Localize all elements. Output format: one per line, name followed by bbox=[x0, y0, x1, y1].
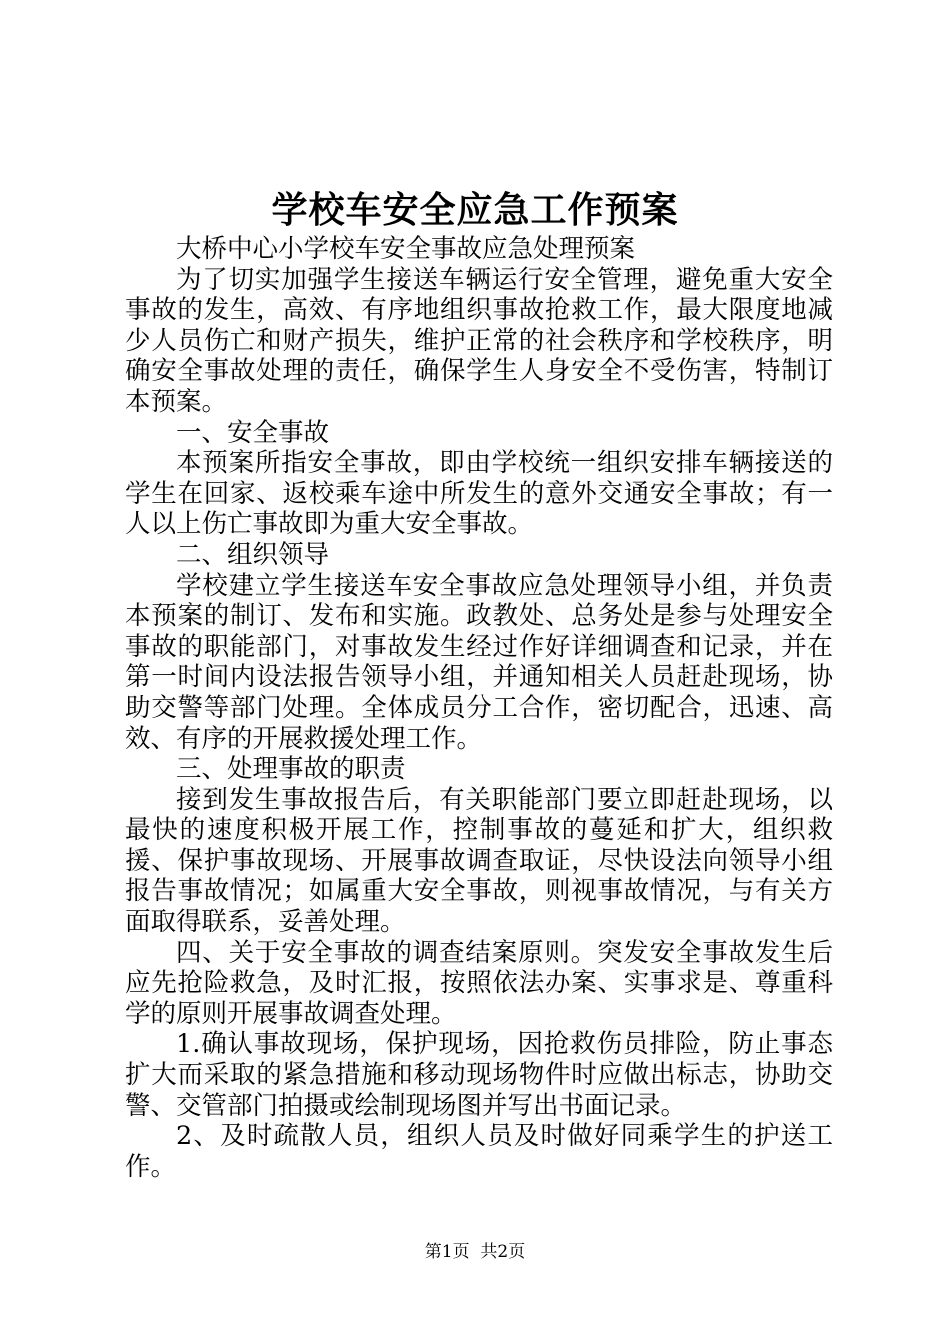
document-body bbox=[125, 234, 833, 1182]
paragraph-section-3: 接到发生事故报告后，有关职能部门要立即赶赴现场，以最快的速度积极开展工作，控制事故的蔓延和扩大，组织救援、保护事故现场、开展事故调查取证，尽快设法向领导小组报告事故情况；如属重大安全事故，则视事故情况，与有关方面取得联系，妥善处理。 bbox=[125, 784, 833, 938]
paragraph-section-4: 四、关于安全事故的调查结案原则。突发安全事故发生后应先抢险救急，及时汇报，按照依法办案、实事求是、尊重科学的原则开展事故调查处理。 bbox=[125, 937, 833, 1029]
paragraph-section-1: 本预案所指安全事故，即由学校统一组织安排车辆接送的学生在回家、返校乘车途中所发生的意外交通安全事故；有一人以上伤亡事故即为重大安全事故。 bbox=[125, 448, 833, 540]
paragraph-item-1: 1.确认事故现场，保护现场，因抢救伤员排险，防止事态扩大而采取的紧急措施和移动现场物件时应做出标志，协助交警、交管部门拍摄或绘制现场图并写出书面记录。 bbox=[125, 1029, 833, 1121]
paragraph-section-2: 学校建立学生接送车安全事故应急处理领导小组，并负责本预案的制订、发布和实施。政教处、总务处是参与处理安全事故的职能部门，对事故发生经过作好详细调查和记录，并在第一时间内设法报告领导小组，并通知相关人员赶赴现场，协助交警等部门处理。全体成员分工合作，密切配合，迅速、高效、有序的开展救援处理工作。 bbox=[125, 570, 833, 754]
section-heading-1: 一、安全事故 bbox=[176, 417, 330, 448]
page-footer bbox=[0, 1240, 950, 1264]
paragraph-intro: 为了切实加强学生接送车辆运行安全管理，避免重大安全事故的发生，高效、有序地组织事故抢救工作，最大限度地减少人员伤亡和财产损失，维护正常的社会秩序和学校秩序，明确安全事故处理的责任，确保学生人身安全不受伤害，特制订本预案。 bbox=[125, 264, 833, 417]
page-total: 共2页 bbox=[480, 1242, 526, 1262]
document-subtitle: 大桥中心小学校车安全事故应急处理预案 bbox=[176, 234, 636, 264]
document-title: 学校车安全应急工作预案 bbox=[271, 189, 679, 231]
section-heading-2: 二、组织领导 bbox=[176, 539, 330, 570]
paragraph-item-2: 2、及时疏散人员，组织人员及时做好同乘学生的护送工作。 bbox=[125, 1121, 833, 1182]
section-heading-3: 三、处理事故的职责 bbox=[176, 754, 406, 785]
page-number: 第1页 bbox=[424, 1242, 470, 1262]
